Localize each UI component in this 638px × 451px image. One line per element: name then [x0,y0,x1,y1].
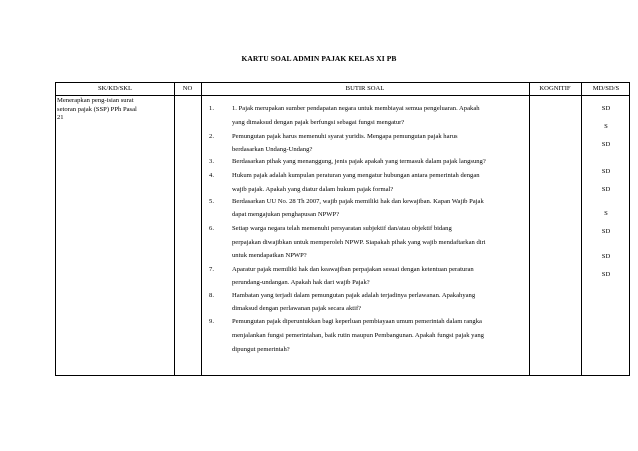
header-no: NO [182,85,193,92]
question-text: yang dimaksud dengan pajak berfungsi sebagai fungsi mengatur? [232,119,405,126]
question-text: Berdasarkan UU No. 28 Th 2007, wajib pajak memiliki hak dan kewajiban. Kapan Wajib Pajak [232,198,484,205]
question-text: berdasarkan Undang-Undang? [232,146,313,153]
column-divider [581,83,582,375]
page-title: KARTU SOAL ADMIN PAJAK KELAS XI PB [241,54,397,63]
question-text: Pemungutan pajak diperuntukkan bagi keperluan pembiayaan umum pemerintah dalam rangka [232,318,482,325]
skl-line: setoran pajak (SSP) PPh Pasal [57,105,137,113]
question-text: dipungut pemerintah? [232,346,290,353]
header-level: MD/SD/S [592,85,620,92]
question-text: menjalankan fungsi pemerintahan, baik rutin maupun Pembangunan. Apakah fungsi pajak yang [232,332,484,339]
header-butir-soal: BUTIR SOAL [345,85,385,92]
question-text: perundang-undangan. Apakah hak dari wajib Pajak? [232,279,370,286]
column-divider [529,83,530,375]
question-number: 7. [209,266,214,273]
level-value: SD [601,253,611,260]
level-value: SD [601,141,611,148]
question-text: 1. Pajak merupakan sumber pendapatan negara untuk membiayai semua pengeluaran. Apakah [232,105,480,112]
level-value: SD [601,105,611,112]
question-number: 9. [209,318,214,325]
header-kognitif: KOGNITIF [539,85,571,92]
level-value: SD [601,186,611,193]
question-text: wajib pajak. Apakah yang diatur dalam hukum pajak formal? [232,186,394,193]
question-number: 8. [209,292,214,299]
question-text: Hukum pajak adalah kumpulan peraturan yang mengatur hubungan antara pemerintah dengan [232,172,480,179]
question-number: 5. [209,198,214,205]
header-skl: SK/KD/SKL [97,85,133,92]
question-number: 6. [209,225,214,232]
question-text: Hambatan yang terjadi dalam pemungutan pajak adalah terjadinya perlawanan. Apakahyang [232,292,476,299]
question-text: Setiap warga negara telah memenuhi persyaratan subjektif dan/atau objektif bidang [232,225,452,232]
question-text: dapat mengajukan penghapusan NPWP? [232,211,340,218]
question-text: dimaksud dengan perlawanan pajak secara aktif? [232,305,362,312]
column-divider [174,83,175,375]
level-value: S [604,123,608,130]
skl-text [57,97,137,123]
question-number: 1. [209,105,214,112]
question-number: 4. [209,172,214,179]
level-value: SD [601,228,611,235]
skl-line: Menerapkan peng-isian surat [57,97,134,104]
question-text: untuk mendapatkan NPWP? [232,252,307,259]
header-divider [56,95,629,96]
level-value: S [604,210,608,217]
question-text: Berdasarkan pihak yang menanggung, jenis pajak apakah yang termasuk dalam pajak langsung? [232,158,486,165]
skl-line: 21 [57,114,64,121]
question-text: perpajakan diwajibkan untuk memperoleh NPWP. Siapakah pihak yang wajib mendaftarkan diri [232,239,486,246]
question-text: Aparatur pajak memiliki hak dan keawajiban perpajakan sesuai dengan ketentuan peraturan [232,266,474,273]
question-text: Pemungutan pajak harus memenuhi syarat yuridis. Mengapa pemungutan pajak harus [232,133,458,140]
question-number: 2. [209,133,214,140]
column-divider [201,83,202,375]
question-number: 3. [209,158,214,165]
level-value: SD [601,168,611,175]
question-card-table [55,82,630,376]
level-value: SD [601,271,611,278]
